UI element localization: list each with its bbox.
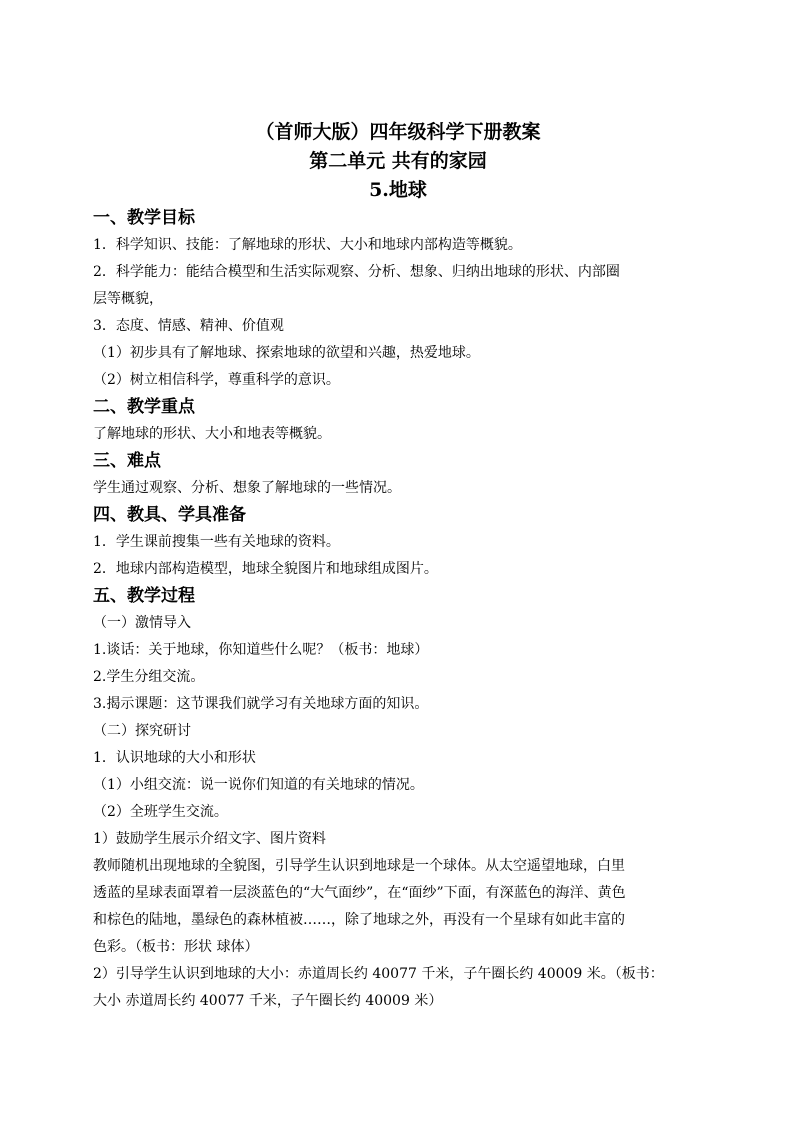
document-title-line1: （首师大版）四年级科学下册教案 <box>255 121 541 143</box>
paragraph: 2．科学能力：能结合模型和生活实际观察、分析、想象、归纳出地球的形状、内部圈 <box>93 264 620 280</box>
paragraph: 1）鼓励学生展示介绍文字、图片资料 <box>93 831 326 847</box>
paragraph: 层等概貌， <box>93 291 163 307</box>
paragraph: （1）小组交流：说一说你们知道的有关地球的情况。 <box>93 777 424 793</box>
heading-materials: 四、教具、学具准备 <box>93 505 246 525</box>
paragraph: 2）引导学生认识到地球的大小：赤道周长约 40077 千米，子午圈长约 40009 米。（板书： <box>93 966 664 982</box>
paragraph: 了解地球的形状、大小和地表等概貌。 <box>93 426 331 442</box>
paragraph: 2．地球内部构造模型，地球全貌图片和地球组成图片。 <box>93 561 438 577</box>
paragraph: 教师随机出现地球的全貌图，引导学生认识到地球是一个球体。从太空遥望地球，白里 <box>93 858 625 874</box>
paragraph: 3.揭示课题：这节课我们就学习有关地球方面的知识。 <box>93 696 429 712</box>
paragraph: 透蓝的星球表面罩着一层淡蓝色的“大气面纱”，在“面纱”下面，有深蓝色的海洋、黄色 <box>93 885 626 901</box>
heading-difficulties: 三、难点 <box>93 451 161 471</box>
paragraph: （二）探究研讨 <box>93 723 191 739</box>
document-page <box>93 118 703 1015</box>
paragraph: 学生通过观察、分析、想象了解地球的一些情况。 <box>93 480 401 496</box>
heading-teaching-goals: 一、教学目标 <box>93 208 195 228</box>
paragraph: （2）全班学生交流。 <box>93 804 228 820</box>
paragraph: 1．学生课前搜集一些有关地球的资料。 <box>93 534 340 550</box>
paragraph: 1.谈话：关于地球，你知道些什么呢？（板书：地球） <box>93 642 429 658</box>
paragraph: 2.学生分组交流。 <box>93 669 205 685</box>
paragraph: 1．认识地球的大小和形状 <box>93 750 256 766</box>
document-title-line2: 第二单元 共有的家园 <box>309 150 487 172</box>
paragraph: 大小 赤道周长约 40077 千米，子午圈长约 40009 米） <box>93 993 443 1009</box>
paragraph: （一）激情导入 <box>93 615 191 631</box>
paragraph: 1．科学知识、技能：了解地球的形状、大小和地球内部构造等概貌。 <box>93 237 522 253</box>
heading-teaching-process: 五、教学过程 <box>93 586 195 606</box>
heading-key-points: 二、教学重点 <box>93 397 195 417</box>
paragraph: 3．态度、情感、精神、价值观 <box>93 318 284 334</box>
document-title-line3: 5.地球 <box>369 179 427 201</box>
paragraph: （2）树立相信科学，尊重科学的意识。 <box>93 372 340 388</box>
paragraph: 和棕色的陆地，墨绿色的森林植被……，除了地球之外，再没有一个星球有如此丰富的 <box>93 912 625 928</box>
paragraph: 色彩。（板书：形状 球体） <box>93 939 259 955</box>
paragraph: （1）初步具有了解地球、探索地球的欲望和兴趣，热爱地球。 <box>93 345 480 361</box>
